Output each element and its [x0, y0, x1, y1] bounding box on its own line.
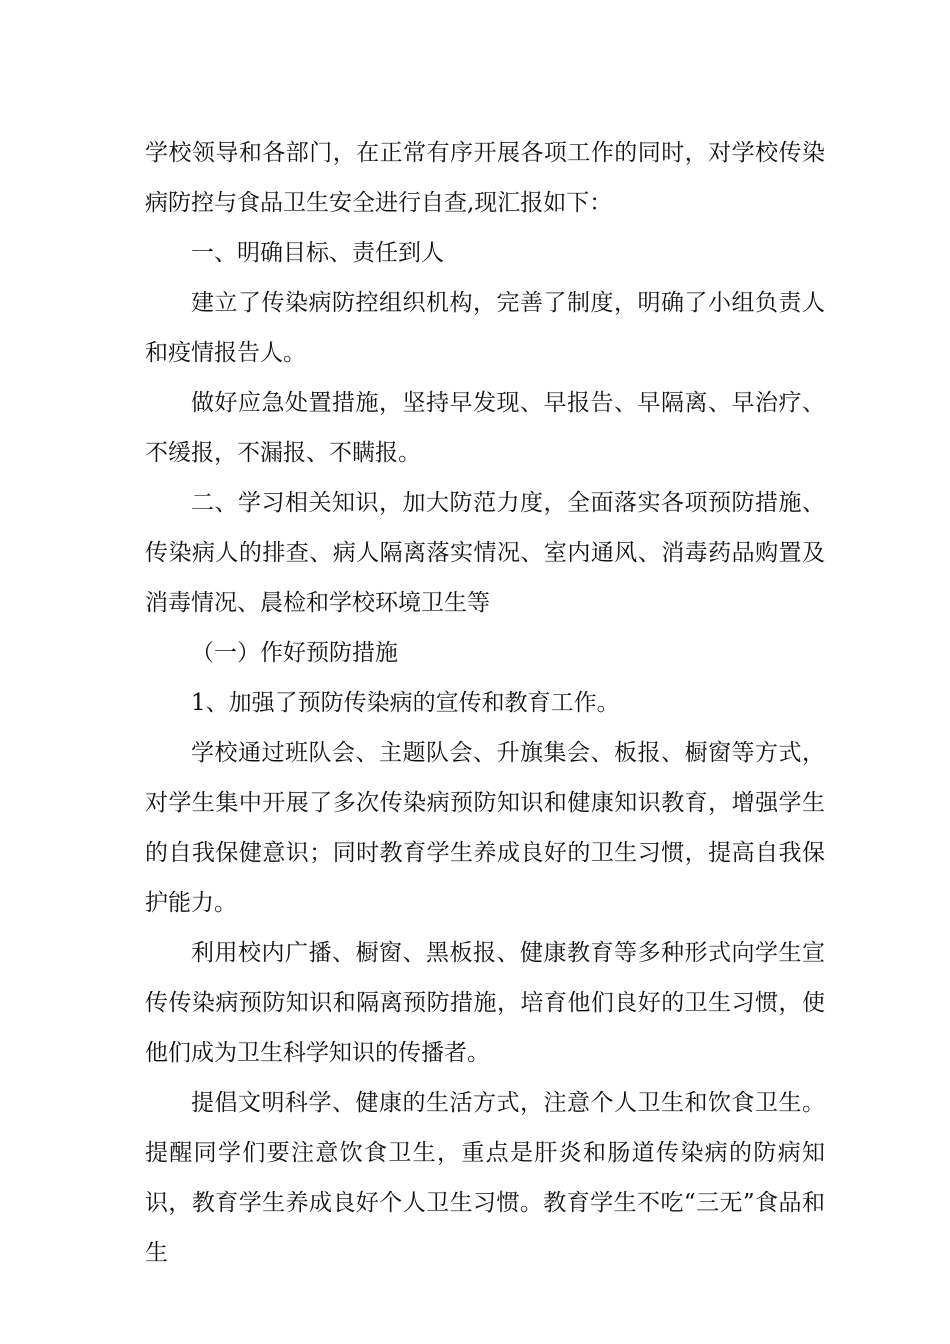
- heading-section-1: 一、明确目标、责任到人: [191, 240, 444, 266]
- document-body: [145, 128, 825, 1278]
- heading-item-1: 1、加强了预防传染病的宣传和教育工作。: [191, 690, 620, 716]
- paragraph-education: 学校通过班队会、主题队会、升旗集会、板报、橱窗等方式，对学生集中开展了多次传染病预防知识和健康知识教育，增强学生的自我保健意识；同时教育学生养成良好的卫生习惯，提高自我保护能力。: [145, 740, 825, 916]
- heading-subsection-1: （一）作好预防措施: [191, 640, 398, 666]
- paragraph-organization: 建立了传染病防控组织机构，完善了制度，明确了小组负责人和疫情报告人。: [145, 290, 825, 366]
- paragraph-emergency: 做好应急处置措施，坚持早发现、早报告、早隔离、早治疗、不缓报，不漏报、不瞒报。: [145, 390, 825, 466]
- heading-section-2: 二、学习相关知识，加大防范力度，全面落实各项预防措施、传染病人的排查、病人隔离落实情况、室内通风、消毒药品购置及消毒情况、晨检和学校环境卫生等: [145, 490, 825, 616]
- paragraph-intro: 学校领导和各部门，在正常有序开展各项工作的同时，对学校传染病防控与食品卫生安全进行自查,现汇报如下：: [145, 140, 825, 216]
- paragraph-broadcast: 利用校内广播、橱窗、黑板报、健康教育等多种形式向学生宣传传染病预防知识和隔离预防措施，培育他们良好的卫生习惯，使他们成为卫生科学知识的传播者。: [145, 940, 825, 1066]
- paragraph-lifestyle: 提倡文明科学、健康的生活方式，注意个人卫生和饮食卫生。提醒同学们要注意饮食卫生，重点是肝炎和肠道传染病的防病知识，教育学生养成良好个人卫生习惯。教育学生不吃“三无”食品和生: [145, 1090, 825, 1266]
